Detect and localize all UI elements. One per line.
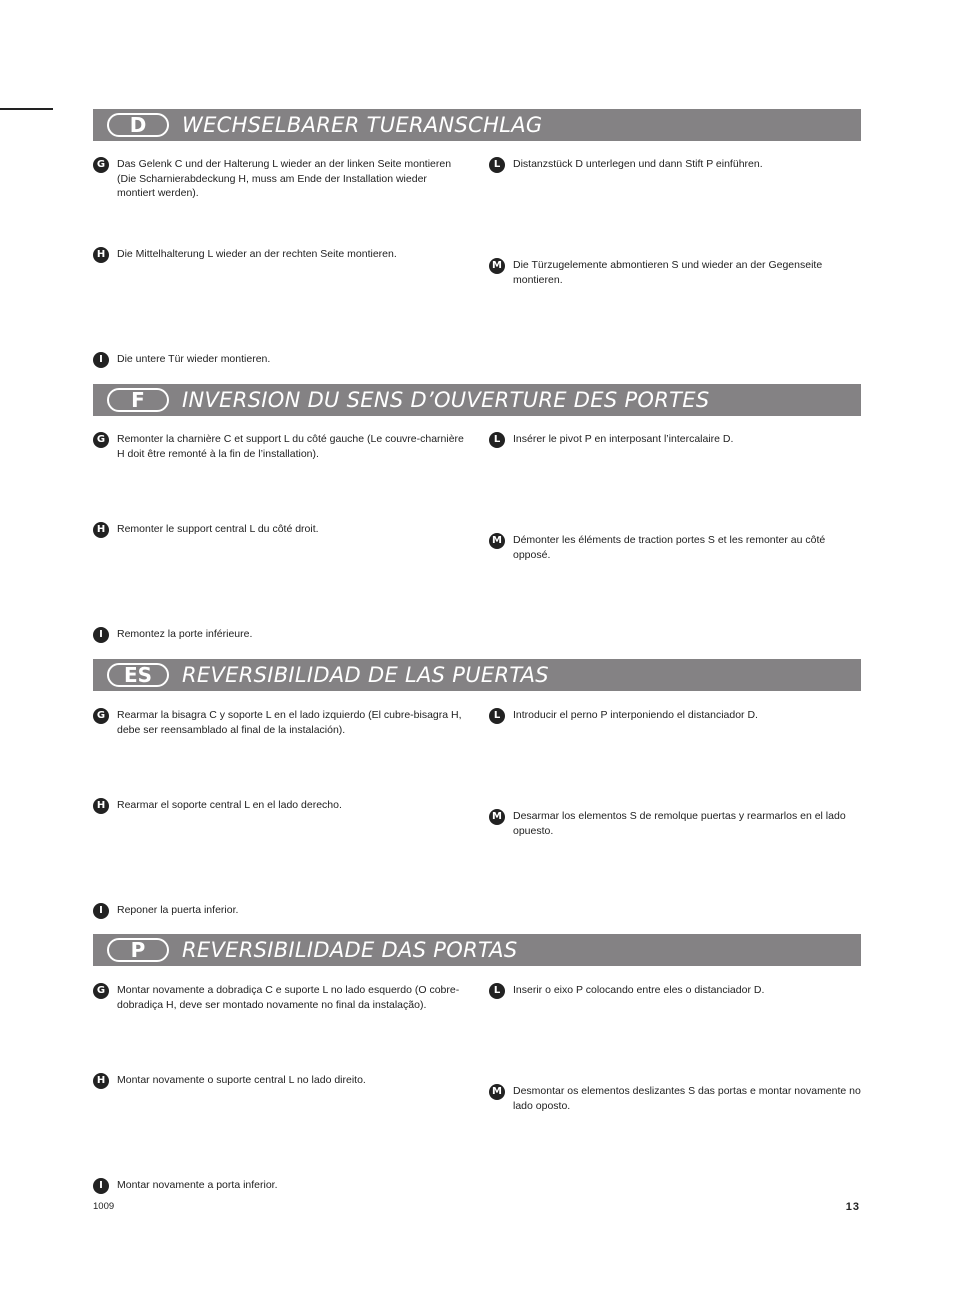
step-g (93, 432, 467, 461)
step-g (93, 708, 467, 737)
step-text: Démonter les éléments de traction portes S et les remonter au côté opposé. (513, 534, 826, 561)
document-code: 1009 (93, 1201, 115, 1212)
page-number: 13 (845, 1201, 860, 1213)
step-text: Remonter la charnière C et support L du côté gauche (Le couvre-charnière H doit être remonté à la fin de l’installation). (117, 433, 464, 460)
section-title: WECHSELBARER TUERANSCHLAG (182, 113, 543, 137)
step-text: Montar novamente o suporte central L no lado direito. (117, 1074, 366, 1086)
step-text: Remontez la porte inférieure. (117, 628, 253, 640)
step-text: Distanzstück D unterlegen und dann Stift P einführen. (513, 158, 763, 170)
step-i (93, 1178, 467, 1193)
step-m (489, 533, 861, 562)
section-title: REVERSIBILIDADE DAS PORTAS (182, 938, 518, 962)
language-badge (107, 388, 169, 412)
step-letter-l: L (489, 708, 505, 724)
language-code: ES (123, 663, 153, 687)
step-letter-h: H (93, 522, 109, 538)
step-text: Die untere Tür wieder montieren. (117, 353, 271, 365)
language-code: F (131, 388, 145, 412)
section-banner (93, 384, 861, 416)
section-pt (93, 934, 861, 1191)
step-letter-l: L (489, 983, 505, 999)
step-m (489, 258, 861, 287)
step-l (489, 983, 861, 998)
step-letter-m: M (489, 809, 505, 825)
step-text: Introducir el perno P interponiendo el distanciador D. (513, 709, 758, 721)
step-text: Remonter le support central L du côté droit. (117, 523, 319, 535)
step-h (93, 247, 467, 262)
step-letter-g: G (93, 432, 109, 448)
step-letter-g: G (93, 983, 109, 999)
language-badge (107, 938, 169, 962)
step-text: Montar novamente a porta inferior. (117, 1179, 278, 1191)
section-es (93, 659, 861, 916)
step-letter-g: G (93, 157, 109, 173)
step-letter-i: I (93, 903, 109, 919)
section-fr (93, 384, 861, 640)
step-text: Die Mittelhalterung L wieder an der rechten Seite montieren. (117, 248, 397, 260)
section-title: INVERSION DU SENS D’OUVERTURE DES PORTES (182, 388, 710, 412)
language-code: P (130, 938, 146, 962)
step-letter-h: H (93, 247, 109, 263)
step-text: Rearmar el soporte central L en el lado derecho. (117, 799, 342, 811)
step-text: Reponer la puerta inferior. (117, 904, 239, 916)
step-h (93, 1073, 467, 1088)
step-letter-l: L (489, 157, 505, 173)
section-banner (93, 659, 861, 691)
step-letter-i: I (93, 627, 109, 643)
step-letter-i: I (93, 352, 109, 368)
step-l (489, 432, 861, 447)
edge-rule (0, 108, 53, 110)
section-de (93, 109, 861, 365)
step-text: Die Türzugelemente abmontieren S und wieder an der Gegenseite montieren. (513, 259, 823, 286)
step-letter-h: H (93, 798, 109, 814)
step-h (93, 522, 467, 537)
step-letter-m: M (489, 533, 505, 549)
step-i (93, 903, 467, 918)
section-banner (93, 934, 861, 966)
step-letter-h: H (93, 1073, 109, 1089)
language-code: D (129, 113, 147, 137)
step-letter-l: L (489, 432, 505, 448)
step-g (93, 983, 467, 1012)
step-i (93, 627, 467, 642)
step-text: Insérer le pivot P en interposant l’intercalaire D. (513, 433, 734, 445)
section-banner (93, 109, 861, 141)
step-g (93, 157, 467, 201)
step-letter-m: M (489, 1084, 505, 1100)
step-text: Das Gelenk C und der Halterung L wieder an der linken Seite montieren (Die Scharnierabdeckung H, muss am Ende der Installation wieder montiert werden). (117, 158, 452, 199)
step-i (93, 352, 467, 367)
step-l (489, 157, 861, 172)
step-m (489, 1084, 861, 1113)
step-text: Montar novamente a dobradiça C e suporte L no lado esquerdo (O cobre-dobradiça H, deve ser montado novamente no final da instalação). (117, 984, 460, 1011)
step-letter-i: I (93, 1178, 109, 1194)
language-badge (107, 663, 169, 687)
step-text: Inserir o eixo P colocando entre eles o distanciador D. (513, 984, 765, 996)
step-letter-g: G (93, 708, 109, 724)
step-letter-m: M (489, 258, 505, 274)
step-text: Desarmar los elementos S de remolque puertas y rearmarlos en el lado opuesto. (513, 810, 846, 837)
step-l (489, 708, 861, 723)
step-m (489, 809, 861, 838)
section-title: REVERSIBILIDAD DE LAS PUERTAS (182, 663, 549, 687)
language-badge (107, 113, 169, 137)
step-h (93, 798, 467, 813)
step-text: Rearmar la bisagra C y soporte L en el lado izquierdo (El cubre-bisagra H, debe ser reensamblado al final de la instalación). (117, 709, 462, 736)
step-text: Desmontar os elementos deslizantes S das portas e montar novamente no lado oposto. (513, 1085, 861, 1112)
